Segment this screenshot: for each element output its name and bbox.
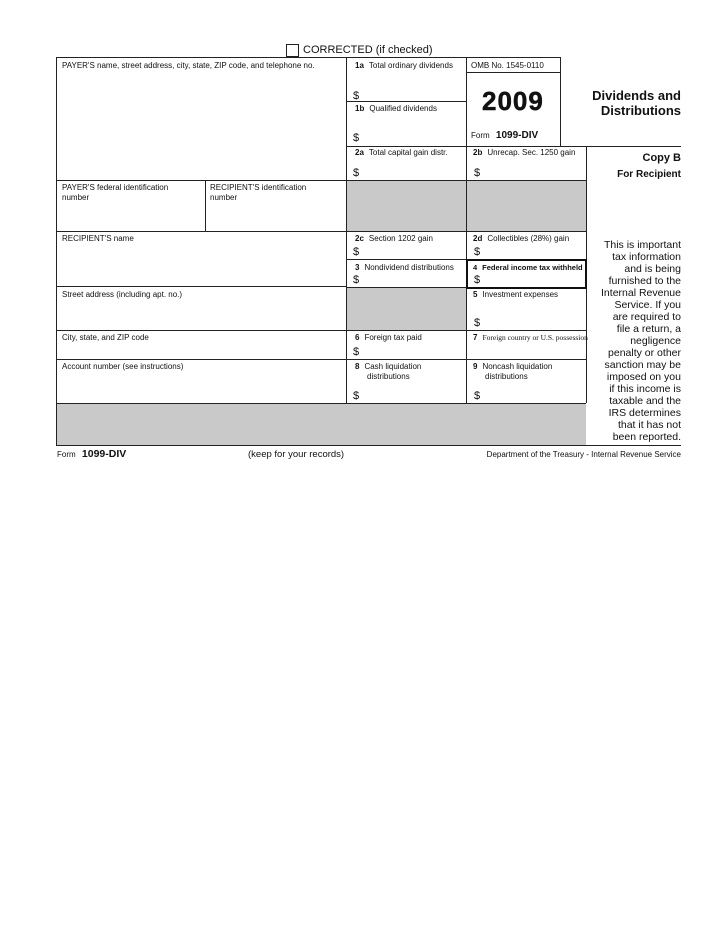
- form-title-line1: Dividends and: [592, 88, 681, 103]
- shaded-area: [347, 288, 466, 330]
- box-1a-field[interactable]: [363, 86, 463, 100]
- account-number-label: Account number (see instructions): [62, 362, 184, 371]
- box-8-dollar: $: [353, 390, 360, 402]
- notice-line: been reported.: [612, 431, 681, 443]
- rule: [466, 180, 467, 231]
- box-5-dollar: $: [474, 317, 481, 329]
- box-2b-dollar: $: [474, 167, 481, 179]
- notice-line: penalty or other: [608, 347, 681, 359]
- form-title-line2: Distributions: [600, 103, 681, 118]
- street-address-field[interactable]: [58, 303, 344, 328]
- form-id-top: Form 1099-DIV: [471, 130, 539, 141]
- box-2c-dollar: $: [353, 246, 360, 258]
- box-2c-field[interactable]: [363, 245, 463, 258]
- street-address-label: Street address (including apt. no.): [62, 290, 183, 299]
- rule: [346, 57, 347, 445]
- rule: [346, 146, 681, 147]
- notice-line: imposed on you: [606, 371, 681, 383]
- box-5-field[interactable]: [484, 315, 582, 329]
- payer-name-field[interactable]: [58, 74, 344, 178]
- footer-keep: (keep for your records): [248, 449, 345, 460]
- year: 2009: [482, 86, 544, 116]
- box-3-dollar: $: [353, 274, 360, 286]
- box-2a-dollar: $: [353, 167, 360, 179]
- omb-number: OMB No. 1545-0110: [471, 61, 544, 70]
- payer-fed-id-field[interactable]: [58, 206, 203, 228]
- corrected-checkbox[interactable]: [286, 44, 299, 57]
- footer-form-id: Form 1099-DIV: [57, 448, 127, 460]
- rule: [56, 286, 346, 287]
- box-4-label: 4 Federal income tax withheld: [473, 263, 583, 272]
- recipient-name-field[interactable]: [58, 247, 344, 284]
- notice-line: Internal Revenue: [601, 287, 681, 299]
- box-1b-label: 1b Qualified dividends: [355, 104, 437, 113]
- corrected-label: CORRECTED (if checked): [303, 44, 433, 56]
- rule: [56, 180, 346, 181]
- rule: [56, 359, 586, 360]
- box-2d-label: 2d Collectibles (28%) gain: [473, 234, 570, 243]
- copy-b-label: Copy B: [642, 152, 681, 164]
- box-4-field[interactable]: [484, 273, 580, 285]
- account-number-field[interactable]: [58, 375, 344, 401]
- box-8-field[interactable]: [363, 386, 463, 401]
- box-7-field[interactable]: [470, 345, 582, 358]
- recipient-name-label: RECIPIENT'S name: [62, 234, 134, 243]
- city-label: City, state, and ZIP code: [62, 333, 149, 342]
- box-1b-dollar: $: [353, 132, 360, 144]
- notice-line: negligence: [630, 335, 681, 347]
- recipient-id-field[interactable]: [208, 206, 344, 228]
- box-6-dollar: $: [353, 346, 360, 358]
- notice-line: sanction may be: [604, 359, 681, 371]
- box-2a-field[interactable]: [363, 163, 463, 177]
- notice-line: This is important: [603, 239, 681, 251]
- box-7-label: 7 Foreign country or U.S. possession: [473, 333, 588, 342]
- payer-fed-id-label: PAYER'S federal identification number: [62, 183, 169, 202]
- notice-line: taxable and the: [609, 395, 681, 407]
- notice-line: furnished to the: [608, 275, 681, 287]
- box-6-field[interactable]: [363, 345, 463, 358]
- rule: [56, 231, 586, 232]
- box-9-field[interactable]: [484, 386, 582, 401]
- footer-department: Department of the Treasury - Internal Revenue Service: [486, 450, 681, 459]
- notice-line: tax information: [612, 251, 681, 263]
- box-8-label: 8 Cash liquidation distributions: [355, 362, 422, 381]
- box-3-label: 3 Nondividend distributions: [355, 263, 454, 272]
- box-9-label: 9 Noncash liquidation distributions: [473, 362, 553, 381]
- box-2a-label: 2a Total capital gain distr.: [355, 148, 448, 157]
- notice-line: are required to: [612, 311, 681, 323]
- city-field[interactable]: [58, 345, 344, 357]
- box-2d-field[interactable]: [484, 245, 582, 258]
- rule: [56, 445, 681, 446]
- notice-line: that it has not: [617, 419, 681, 431]
- shaded-area: [57, 404, 586, 445]
- rule: [346, 101, 466, 102]
- box-1a-dollar: $: [353, 90, 360, 102]
- box-6-label: 6 Foreign tax paid: [355, 333, 422, 342]
- rule: [56, 330, 586, 331]
- rule: [205, 180, 206, 231]
- box-2d-dollar: $: [474, 246, 481, 258]
- side-notice: [588, 239, 681, 443]
- box-4-dollar: $: [474, 274, 481, 286]
- box-2b-field[interactable]: [484, 163, 582, 177]
- box-1a-label: 1a Total ordinary dividends: [355, 61, 453, 70]
- recipient-id-label: RECIPIENT'S identification number: [210, 183, 307, 202]
- notice-line: file a return, a: [616, 323, 681, 335]
- box-3-field[interactable]: [363, 273, 463, 286]
- for-recipient-label: For Recipient: [617, 169, 681, 180]
- payer-name-label: PAYER'S name, street address, city, state, ZIP code, and telephone no.: [62, 61, 315, 70]
- rule: [56, 57, 57, 445]
- notice-line: Service. If you: [614, 299, 681, 311]
- box-5-label: 5 Investment expenses: [473, 290, 559, 299]
- box-9-dollar: $: [474, 390, 481, 402]
- notice-line: and is being: [624, 263, 681, 275]
- box-2b-label: 2b Unrecap. Sec. 1250 gain: [473, 148, 576, 157]
- box-1b-field[interactable]: [363, 128, 463, 142]
- box-2c-label: 2c Section 1202 gain: [355, 234, 433, 243]
- notice-line: if this income is: [609, 383, 681, 395]
- notice-line: IRS determines: [608, 407, 681, 419]
